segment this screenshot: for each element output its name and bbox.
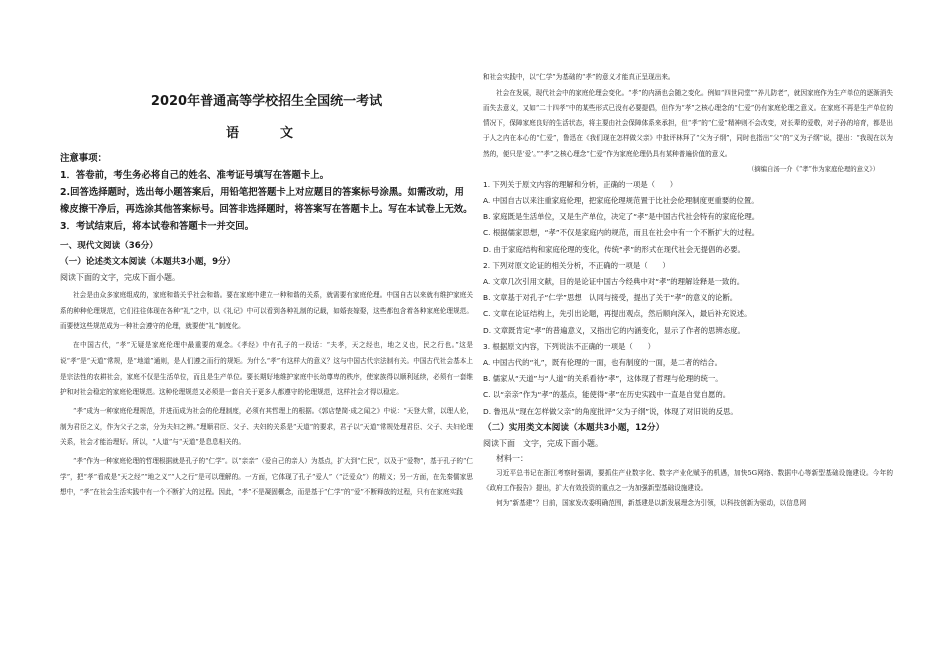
notice-item: 1．答卷前，考生务必将自己的姓名、准考证号填写在答题卡上。: [60, 170, 330, 181]
notice-heading: 注意事项：: [60, 153, 107, 164]
right-column: [483, 70, 893, 511]
material-paragraph: 习近平总书记在浙江考察时强调，要抓住产业数字化、数字产业化赋予的机遇，加快5G网络、数据中心等新型基础设施建设。今年的《政府工作报告》提出，扩大有效投资的重点之一为加强新型基础设施建设。: [483, 468, 893, 492]
section1-subheading: （一）论述类文本阅读（本题共3小题，9分）: [60, 257, 236, 267]
option-d[interactable]: D. 鲁迅从“现在怎样做父亲”的角度批评“父为子纲”说，体现了对旧说的反思。: [483, 406, 738, 416]
option-c[interactable]: C. 根据儒家思想，“孝”不仅是家庭内的规范，而且在社会中有一个不断扩大的过程。: [483, 228, 760, 238]
question-2: [483, 258, 893, 339]
option-c[interactable]: C. 文章在论证结构上，先引出论题，再提出观点，然后顺向深入，最后补充说述。: [483, 309, 752, 319]
question-1: [483, 177, 893, 258]
essay-paragraph: “孝”成为一种家庭伦理规范，并进而成为社会的伦理制度，必须有其哲理上的根据。《郭店楚简·成之闻之》中说：“天登大常，以理人伦，制为君臣之义，作为父子之亲，分为夫妇之辨。”理顺君臣、父子、夫妇的关系是“天道”的要求，君子以“天道”常规处理君臣、父子、夫妇伦理关系，社会才能治理好。所以，“人道”与“天道”是息息相关的。: [60, 406, 473, 447]
essay-paragraph: 社会在发展，现代社会中的家庭伦理会变化。“孝”的内涵也会随之变化。例如“四世同堂”“养儿防老”，就因家庭作为生产单位的逐渐消失而失去意义，又如“二十四孝”中的某些形式已没有必要提倡，但作为“孝”之核心理念的“仁爱”仍有家庭伦理之意义。在家庭不再是生产单位的情况下，保障家庭良好的生活状态，将主要由社会保障体系来承担，但“孝”的“仁爱”精神则不会改变，对长辈的爱敬，对子孙的培育，都是出于人之内在本心的“仁爱”，鲁迅在《我们现在怎样做父亲》中批评林拜了“父为子纲”，同时也指出“父”的“义为子纲”说，提出：“我现在以为然的，便只是‘爱’。”“孝”之核心理念“仁爱”作为家庭伦理仍具有某种普遍价值的意义。: [483, 88, 893, 158]
section1-instruction: 阅读下面的文字，完成下面小题。: [60, 273, 180, 282]
option-a[interactable]: A. 中国古代的“礼”，既有伦理的一面，也有制度的一面，是二者的结合。: [483, 357, 723, 367]
option-a[interactable]: A. 文章几次引用文献，目的是论证中国古今经典中对“孝”的理解诠释是一致的。: [483, 276, 745, 286]
left-column: [60, 238, 473, 501]
exam-title: 2020年普通高等学校招生全国统一考试: [150, 94, 383, 109]
essay-paragraph: 在中国古代，“孝”无疑是家庭伦理中最重要的观念。《孝经》中有孔子的一段话：“夫孝，天之经也，地之义也，民之行也。”这是说“孝”是“天道”常规，是“地道”通则，是人们遵之而行的规矩。为什么“孝”有这样大的意义？这与中国古代宗法制有关。中国古代社会基本上是宗法性的农耕社会，家庭不仅是生活单位，而且是生产单位。要长期好地维护家庭中长幼尊卑的秩序，使家族得以顺利延续，必须有一套维护和对社会稳定的家庭伦理规范。这种伦理规范又必须是一套自关于更多人都遵守的伦理规范，这样社会才得以稳定。: [60, 341, 473, 397]
notice-item: 3．考试结束后，将本试卷和答题卡一并交回。: [60, 221, 255, 232]
section2-heading: （二）实用类文本阅读（本题共3小题，12分）: [483, 422, 665, 433]
section1-heading: 一、现代文阅读（36分）: [60, 241, 158, 251]
option-d[interactable]: D. 由于家庭结构和家庭伦理的变化，传统“孝”的形式在现代社会无提倡的必要。: [483, 244, 745, 254]
essay-continuation: 和社会实践中，以“仁学”为基础的“孝”的意义才能真正呈现出来。: [483, 73, 675, 81]
question-stem: 2. 下列对原文论证的相关分析，不正确的一项是（ ）: [483, 260, 670, 270]
essay-paragraph: 社会是由众多家庭组成的，家庭和谐关乎社会和谐。要在家庭中建立一种和谐的关系，就需要有家庭伦理。中国自古以来就有维护家庭关系的种种伦理规范，它们往往体现在各种“礼”之中，以《礼记》中可以看到各种礼制的记载，如婚丧嫁娶，这些都包含着各种家庭伦理规范。而要使这些规范成为一种社会遵守的伦理，就要使“礼”制度化。: [60, 291, 473, 331]
option-b[interactable]: B. 文章基于对孔子“仁学”思想 认同与接受，提出了关于“孝”的意义的论断。: [483, 293, 738, 303]
question-stem: 1. 下列关于原文内容的理解和分析，正确的一项是（ ）: [483, 179, 678, 189]
option-d[interactable]: D. 文章既肯定“孝”的普遍意义，又指出它的内涵变化，显示了作者的思辨态度。: [483, 325, 745, 335]
material-label: 材料一：: [496, 453, 528, 463]
option-b[interactable]: B. 家庭既是生活单位，又是生产单位，决定了“孝”是中国古代社会特有的家庭伦理。: [483, 212, 760, 222]
essay-paragraph: “孝”作为一种家庭伦理的哲理根据就是孔子的“仁学”。以“亲亲”（爱自己的亲人）为基点，扩大到“仁民”，以及于“爱物”，基于孔子的“仁学”，把“孝”看成是“天之经”“地之义”“人之行”是可以理解的。一方面，它体现了孔子“爱人”（“泛爱众”）的精义；另一方面，在先秦儒家思想中，“孝”在社会生活实践中有一个不断扩大的过程。因此，“孝”不是凝固概念，而是基于“仁学”的“爱”不断释放的过程，只有在家庭实践: [60, 457, 473, 497]
material-paragraph: 何为“新基建”？目前，国家发改委明确范围，新基建是以新发展理念为引领，以科技创新为驱动，以信息网: [496, 499, 807, 508]
section2-instruction: 阅读下面 文字，完成下面小题。: [483, 438, 603, 448]
exam-subject: 语 文: [225, 126, 307, 141]
question-3: [483, 339, 893, 420]
notice-block: [60, 150, 473, 235]
question-stem: 3. 根据原文内容，下列说法不正确的一项是（ ）: [483, 341, 655, 351]
option-c[interactable]: C. 以“亲亲”作为“孝”的基点，能使得“孝”在历史实践中一直是自觉自愿的。: [483, 390, 731, 400]
essay-citation: （摘编自汤一介《“孝”作为家庭伦理的意义》）: [747, 164, 879, 173]
option-a[interactable]: A. 中国自古以来注重家庭伦理，把家庭伦理规范置于比社会伦理制度更重要的位置。: [483, 195, 759, 205]
option-b[interactable]: B. 儒家从“天道”与“人道”的关系看待“孝”，这体现了哲理与伦理的统一。: [483, 374, 723, 384]
notice-item: 2.回答选择题时，选出每小题答案后，用铅笔把答题卡上对应题目的答案标号涂黑。如需改动，用橡皮擦干净后，再选涂其他答案标号。回答非选择题时，将答案写在答题卡上。写在本试卷上无效。: [60, 187, 473, 215]
